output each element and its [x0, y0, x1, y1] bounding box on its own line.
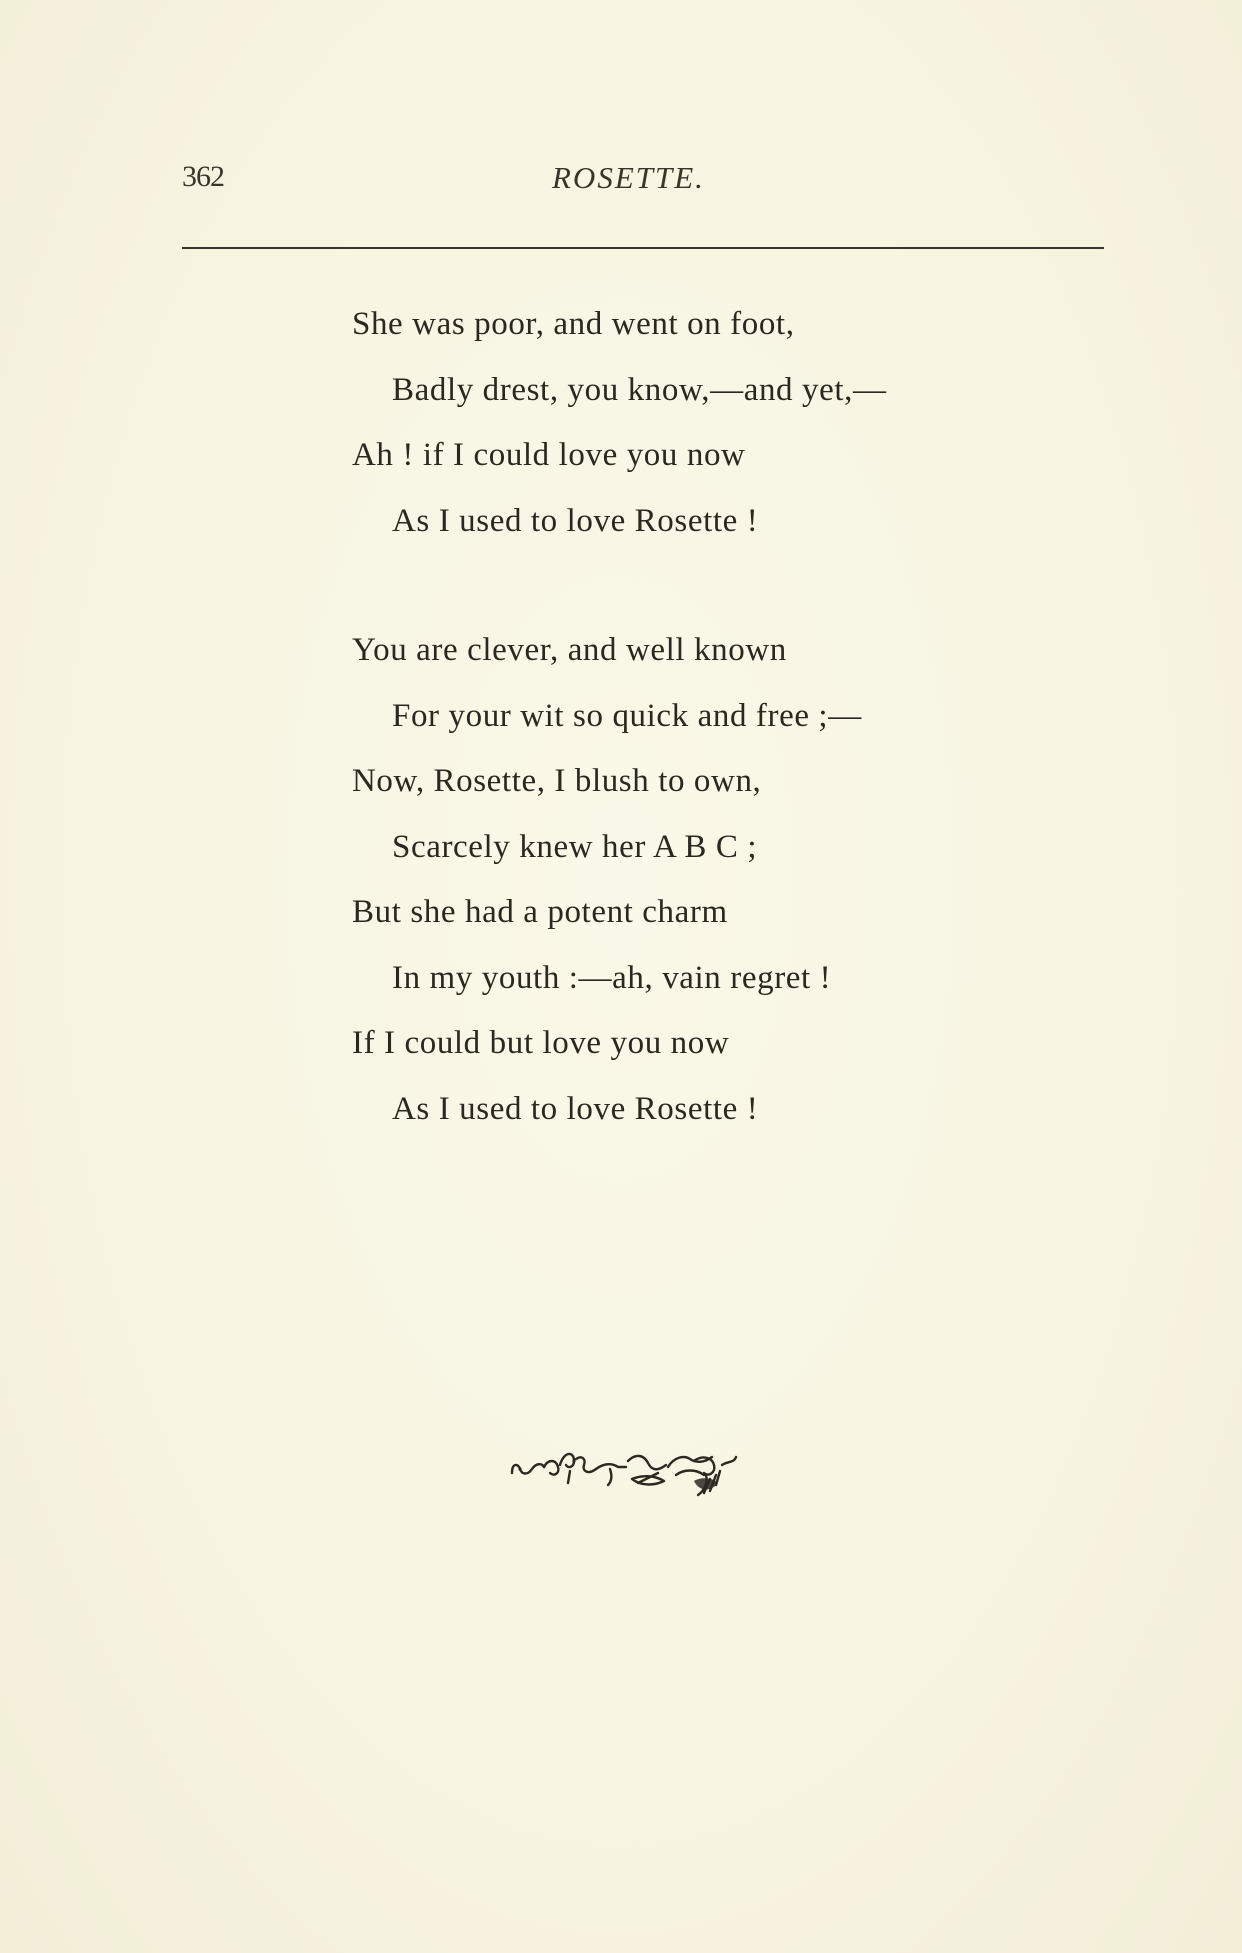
poem-line: If I could but love you now: [352, 1025, 730, 1061]
poem-line: For your wit so quick and free ;—: [392, 697, 862, 734]
poem-line: You are clever, and well known: [352, 632, 787, 668]
stanza: [352, 618, 1072, 1142]
poem-line: Now, Rosette, I blush to own,: [352, 763, 762, 799]
poem-line: As I used to love Rosette !: [392, 1090, 759, 1127]
header-rule: [182, 247, 1104, 249]
poem-line: As I used to love Rosette !: [392, 502, 759, 539]
poem-line: In my youth :—ah, vain regret !: [392, 959, 832, 996]
poem: [352, 292, 1072, 1142]
page-header: [182, 160, 1102, 210]
poem-line: Ah ! if I could love you now: [352, 437, 746, 473]
poem-line: Scarcely knew her A B C ;: [392, 828, 758, 865]
page-number: 362: [182, 160, 224, 193]
running-title: ROSETTE.: [552, 160, 705, 195]
tailpiece-ornament-icon: [508, 1445, 778, 1505]
poem-line: She was poor, and went on foot,: [352, 306, 795, 342]
stanza: [352, 292, 1072, 554]
poem-line: Badly drest, you know,—and yet,—: [392, 371, 887, 408]
poem-line: But she had a potent charm: [352, 894, 728, 930]
